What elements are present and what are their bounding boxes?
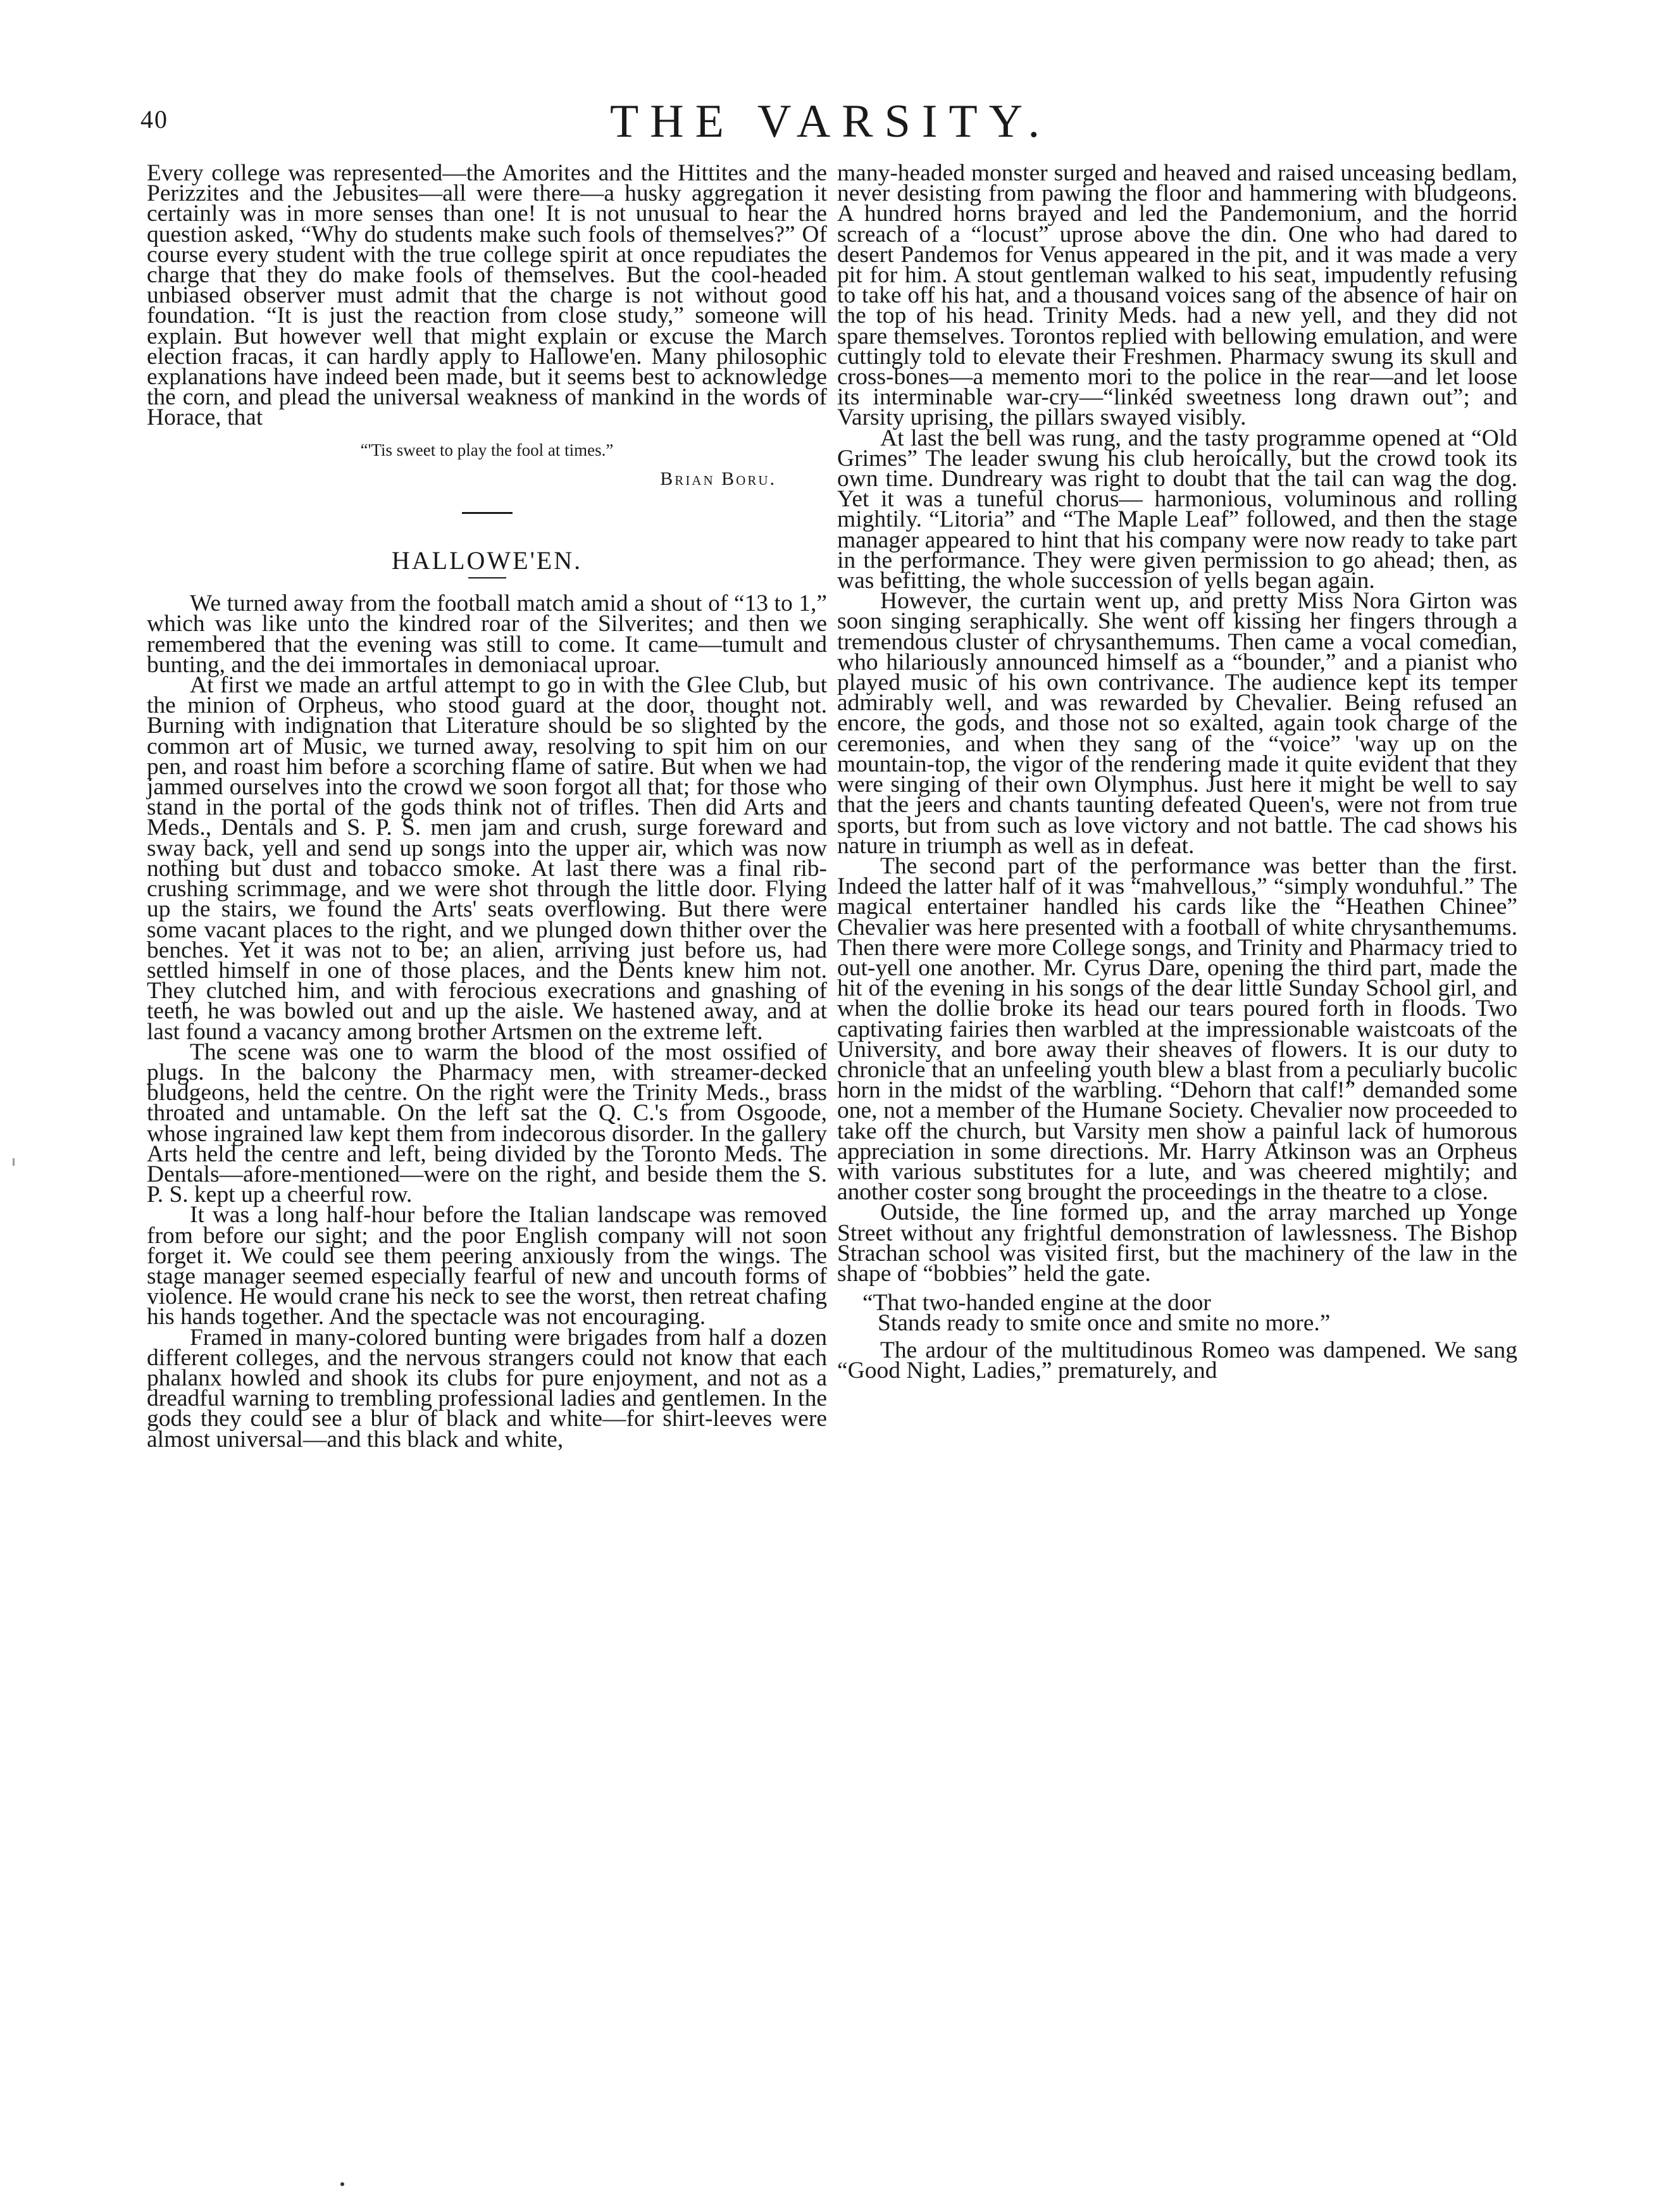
author-signature: Brian Boru. [660,468,776,489]
article-paragraph: At last the bell was rung, and the tasty programme opened at “Old Grimes” The leader swung his club heroically, but the crowd took its own time. Dundreary was right to doubt that the tail can wag the dog. Yet it was a tuneful chorus— harmonious, voluminous and rolling mightily. “Litoria” and “The Maple Leaf” followed, and then the stage manager appeared to hint that his company were now ready to take part in the performance. They were given permission to go ahead; then, as was befitting, the whole succession of yells began again. [837,425,1517,594]
title-underline [468,577,506,578]
print-speck [340,2182,344,2186]
article-paragraph: Framed in many-colored bunting were brigades from half a dozen different colleges, and the nervous strangers could not know that each phalanx howled and shook its clubs for pure enjoyment, and not as a dreadful warning to trembling professional ladies and gentlemen. In the gods they could see a blur of black and white—for shirt-leeves were almost universal—and this black and white, [147,1324,827,1453]
horace-quote: “'Tis sweet to play the fool at times.” [360,440,614,459]
section-title: HALLOWE'EN. [391,546,583,575]
article-paragraph: However, the curtain went up, and pretty Miss Nora Girton was soon singing seraphically. She went off kissing her fingers through a tremendous cluster of chrysanthemums. Then came a vocal comedian, who hilariously announced himself as a “bounder,” and a pianist who played music of his own contrivance. The audience kept its temper admirably well, and was rewarded by Chevalier. Being refused an encore, the gods, and those not so exalted, again took charge of the ceremonies, and when they sang of the “voice” 'way up on the mountain-top, the vigor of the rendering made it quite evident that they were singing of their own Olymphus. Just here it might be well to say that the jeers and chants taunting defeated Queen's, were not from true sports, but from such as love victory and not battle. The cad shows his nature in triumph as well as in defeat. [837,588,1517,859]
closing-paragraph: The ardour of the multitudinous Romeo was dampened. We sang “Good Night, Ladies,” prematurely, and [837,1337,1517,1384]
verse-line: Stands ready to smite once and smite no more.” [878,1310,1331,1337]
section-divider [462,512,513,514]
article-paragraph: It was a long half-hour before the Italian landscape was removed from before our sight; and the poor English company will not soon forget it. We could see them peering anxiously from the wings. The stage manager seemed especially fearful of new and uncouth forms of violence. He would crane his neck to see the worst, then retreat chafing his hands together. And the spectacle was not encouraging. [147,1202,827,1330]
masthead: THE VARSITY. [609,96,1052,147]
article-paragraph: We turned away from the football match amid a shout of “13 to 1,” which was like unto the kindred roar of the Silverites; and then we remembered that the evening was still to come. It came—tumult and bunting, and the dei immortales in demoniacal uproar. [147,590,827,678]
article-paragraph: The second part of the performance was better than the first. Indeed the latter half of it was “mahvellous,” “simply wonduhful.” The magical entertainer handled his cards like the “Heathen Chinee” Chevalier was here presented with a football of white chrysanthemums. Then there were more College songs, and Trinity and Pharmacy tried to out-yell one another. Mr. Cyrus Dare, opening the third part, made the hit of the evening in his songs of the dear little Sunday School girl, and when the dollie broke its head our tears poured forth in floods. Two captivating fairies then warbled at the impressionable waistcoats of the University, and bore away their sheaves of flowers. It is our duty to chronicle that an unfeeling youth blew a blast from a peculiarly bucolic horn in the midst of the warbling. “Dehorn that calf!” demanded some one, not a member of the Humane Society. Chevalier now proceeded to take off the church, but Varsity men show a painful lack of humorous appreciation in some directions. Mr. Harry Atkinson was an Orpheus with various substitutes for a lute, and was cheered mightily; and another coster song brought the proceedings in the theatre to a close. [837,853,1517,1206]
article-paragraph: many-headed monster surged and heaved and raised unceasing bedlam, never desisting from pawing the floor and hammering with bludgeons. A hundred horns brayed and led the Pandemonium, and the horrid screach of a “locust” uprose above the din. One who had dared to desert Pandemos for Venus appeared in the pit, and it was made a very pit for him. A stout gentleman walked to his seat, impudently refusing to take off his hat, and a thousand voices sang of the absence of hair on the top of his head. Trinity Meds. had a new yell, and they did not spare themselves. Torontos replied with bellowing emulation, and were cuttingly told to elevate their Freshmen. Pharmacy swung its skull and cross-bones—a memento mori to the police in the rear—and let loose its interminable war-cry—“linkéd sweetness long drawn out”; and Varsity uprising, the pillars swayed visibly. [837,160,1517,431]
verse-line: “That two-handed engine at the door [862,1290,1211,1316]
left-column [147,160,827,1453]
verse-quote [837,1290,1517,1337]
opening-paragraph: Every college was represented—the Amorites and the Hittites and the Perizzites and the Jebusites—all were there—a husky aggregation it certainly was in more senses than one! It is not unusual to hear the question asked, “Why do students make such fools of themselves?” Of course every student with the true college spirit at once repudiates the charge that they do make fools of themselves. But the cool-headed unbiased observer must admit that the charge is not without good foundation. “It is just the reaction from close study,” someone will explain. But however well that might explain or excuse the March election fracas, it can hardly apply to Hallowe'en. Many philosophic explanations have indeed been made, but it seems best to acknowledge the corn, and plead the universal weakness of mankind in the words of Horace, that [147,160,827,431]
right-column [837,160,1517,1384]
article-paragraph: The scene was one to warm the blood of the most ossified of plugs. In the balcony the Pharmacy men, with streamer-decked bludgeons, held the centre. On the right were the Trinity Meds., brass throated and untamable. On the left sat the Q. C.'s from Osgoode, whose ingrained law kept them from indecorous disorder. In the gallery Arts held the centre and left, being divided by the Toronto Meds. The Dentals—afore-mentioned—were on the right, and beside them the S. P. S. kept up a cheerful row. [147,1039,827,1208]
article-paragraph: Outside, the line formed up, and the array marched up Yonge Street without any frightful demonstration of lawlessness. The Bishop Strachan school was visited first, but the machinery of the law in the shape of “bobbies” held the gate. [837,1199,1517,1287]
article-paragraph: At first we made an artful attempt to go in with the Glee Club, but the minion of Orpheus, who stood guard at the door, thought not. Burning with indignation that Literature should be so slighted by the common art of Music, we turned away, resolving to spit him on our pen, and roast him before a scorching flame of satire. But when we had jammed ourselves into the crowd we soon forgot all that; for those who stand in the portal of the gods think not of trifles. Then did Arts and Meds., Dentals and S. P. S. men jam and crush, surge foreward and sway back, yell and send up songs into the upper air, which was now nothing but dust and tobacco smoke. At last there was a final rib-crushing scrimmage, and we were shot through the little door. Flying up the stairs, we found the Arts' seats overflowing. But there were some vacant places to the right, and we plunged down thither over the benches. Yet it was not to be; an alien, arriving just before us, had settled himself in one of those places, and the Dents knew him not. They clutched him, and with ferocious execrations and gnashing of teeth, he was bowled out and up the aisle. We hastened away, and at last found a vacancy among brother Artsmen on the extreme left. [147,672,827,1045]
page-number: 40 [140,105,168,134]
print-speck [13,1158,15,1166]
